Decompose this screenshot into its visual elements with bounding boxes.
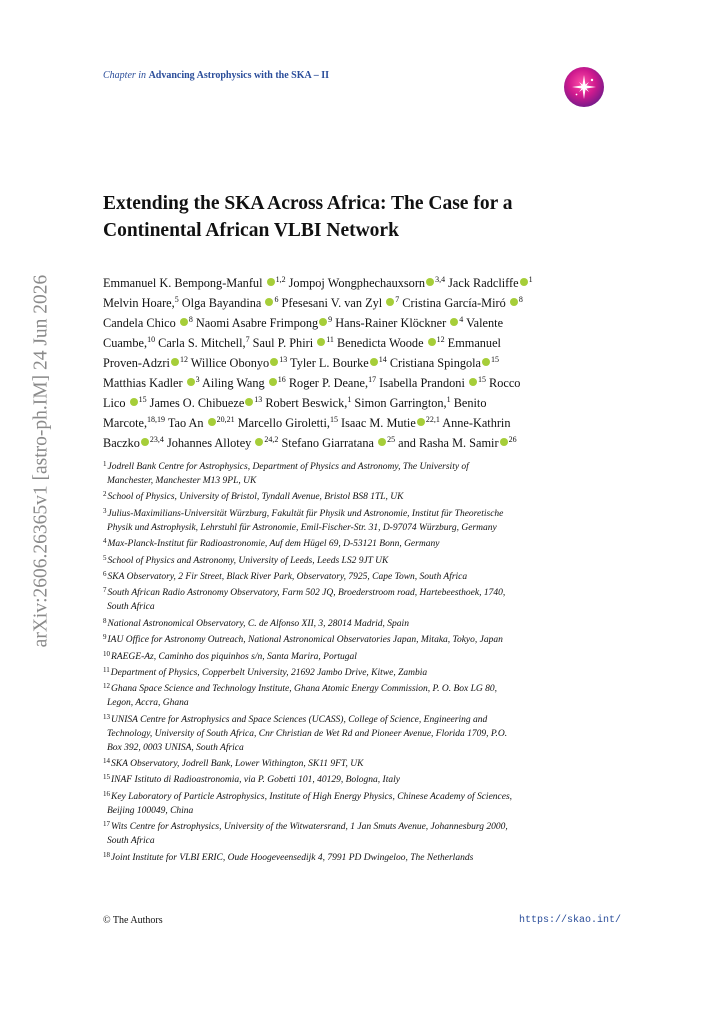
affiliation-marker[interactable]: 15 [477,374,486,384]
orcid-icon[interactable] [378,438,386,446]
affiliation-marker[interactable]: 5 [174,294,179,304]
affiliation-item [103,460,623,488]
affiliation-item [103,490,623,504]
affiliation-marker[interactable]: 6 [274,294,279,304]
author-line [103,353,623,373]
affiliation-item [103,773,623,787]
affiliation-number: 8 [103,616,107,625]
affiliation-marker[interactable]: 24,2 [264,434,279,444]
orcid-icon[interactable] [319,318,327,326]
author-name-text: Carla S. Mitchell, [155,336,246,350]
affiliation-text: Beijing 100049, China [107,805,194,816]
affiliation-item [103,554,623,568]
affiliation-marker[interactable]: 16 [277,374,286,384]
affiliation-marker[interactable]: 8 [518,294,523,304]
author-line [103,333,623,353]
affiliation-marker[interactable]: 15 [138,394,147,404]
affiliation-item [103,820,623,848]
author-name-text: Proven-Adzri [103,356,170,370]
affiliation-text: Jodrell Bank Centre for Astrophysics, Department of Physics and Astronomy, The University of [107,462,469,472]
author-name-text: Hans-Rainer Klöckner [332,316,450,330]
orcid-icon[interactable] [500,438,508,446]
author-name-text: Isabella Prandoni [376,376,468,390]
orcid-icon[interactable] [171,358,179,366]
affiliation-item [103,713,623,755]
author-name-text: Stefano Giarratana [278,436,378,450]
affiliation-item [103,617,623,631]
affiliation-marker[interactable]: 18,19 [147,414,166,424]
affiliation-text: South Africa [107,602,155,613]
affiliation-number: 6 [103,569,107,578]
affiliation-text: Legon, Accra, Ghana [107,698,189,709]
author-name-text: Pfesesani V. van Zyl [278,296,386,310]
orcid-icon[interactable] [469,378,477,386]
affiliation-marker[interactable]: 7 [245,334,250,344]
orcid-icon[interactable] [386,298,394,306]
orcid-icon[interactable] [267,278,275,286]
orcid-icon[interactable] [482,358,490,366]
affiliation-marker[interactable]: 10 [147,334,156,344]
affiliation-number: 1 [103,460,107,468]
affiliation-list [103,460,623,867]
affiliation-marker[interactable]: 8 [188,314,193,324]
author-name-text: Robert Beswick, [262,396,348,410]
affiliation-number: 10 [103,649,110,658]
orcid-icon[interactable] [510,298,518,306]
affiliation-number: 3 [103,506,107,515]
affiliation-text: Ghana Space Science and Technology Institute, Ghana Atomic Energy Commission, P. O. Box LG 80, [111,684,498,695]
author-line [103,433,623,453]
affiliation-number: 17 [103,820,110,829]
title-line-2: Continental African VLBI Network [103,220,399,241]
author-name-text: Candela Chico [103,316,179,330]
book-title[interactable]: Advancing Astrophysics with the SKA – II [148,70,329,81]
author-line [103,373,623,393]
author-name-text: Simon Garrington, [351,396,447,410]
orcid-icon[interactable] [130,398,138,406]
affiliation-text: Joint Institute for VLBI ERIC, Oude Hoogeveensedijk 4, 7991 PD Dwingeloo, The Netherlands [111,852,474,863]
author-line [103,293,623,313]
author-name-text: Naomi Asabre Frimpong [192,316,319,330]
author-name-text: Benedicta Woode [333,336,427,350]
affiliation-text: Technology, University of South Africa, Cnr Christian de Wet Rd and Pioneer Avenue, Florida 1709, P.O. [107,728,508,739]
author-name-text: Baczko [103,436,140,450]
affiliation-marker[interactable]: 25 [387,434,396,444]
affiliation-number: 11 [103,665,110,674]
affiliation-marker[interactable]: 1 [347,394,352,404]
affiliation-number: 14 [103,757,110,766]
affiliation-item [103,537,623,551]
affiliation-marker[interactable]: 23,4 [149,434,164,444]
affiliation-text: SKA Observatory, 2 Fir Street, Black River Park, Observatory, 7925, Cape Town, South Africa [107,571,468,582]
affiliation-item [103,666,623,680]
author-name-text: Isaac M. Mutie [337,416,416,430]
affiliation-marker[interactable]: 9 [328,314,333,324]
chapter-header [103,70,329,81]
affiliation-item [103,682,623,710]
orcid-icon[interactable] [141,438,149,446]
affiliation-item [103,633,623,647]
affiliation-text: South African Radio Astronomy Observatory, Farm 502 JQ, Broederstroom road, Hartebeesthoek, 1740, [107,588,506,599]
affiliation-item [103,851,623,865]
affiliation-marker[interactable]: 15 [491,354,500,364]
affiliation-text: Box 392, 0003 UNISA, South Africa [107,742,244,753]
author-name-text: Cristiana Spingola [386,356,482,370]
author-name-text: Emmanuel [444,336,501,350]
author-name-text: Willice Obonyo [187,356,270,370]
affiliation-number: 2 [103,490,107,499]
orcid-icon[interactable] [417,418,425,426]
affiliation-text: National Astronomical Observatory, C. de Alfonso XII, 3, 28014 Madrid, Spain [107,618,409,629]
affiliation-marker[interactable]: 20,21 [216,414,235,424]
affiliation-number: 18 [103,850,110,859]
affiliation-marker[interactable]: 11 [326,334,334,344]
author-name-text: Tao An [165,416,207,430]
affiliation-item [103,650,623,664]
author-name-text: James O. Chibueze [146,396,245,410]
author-name-text: Olga Bayandina [178,296,265,310]
author-name-text: Jompoj Wongphechauxsorn [285,276,426,290]
author-name-text: Valente [463,316,504,330]
affiliation-text: INAF Istituto di Radioastronomia, via P. Gobetti 101, 40129, Bologna, Italy [111,775,400,786]
orcid-icon[interactable] [245,398,253,406]
author-line [103,273,623,293]
affiliation-marker[interactable]: 1 [528,274,533,284]
author-name-text: Rocco [485,376,521,390]
affiliation-marker[interactable]: 7 [395,294,400,304]
affiliation-number: 15 [103,773,110,782]
author-name-text: Marcello Giroletti, [234,416,330,430]
affiliation-marker[interactable]: 15 [329,414,338,424]
author-name-text: Roger P. Deane, [285,376,369,390]
orcid-icon[interactable] [426,278,434,286]
affiliation-marker[interactable]: 4 [459,314,464,324]
chapter-prefix: Chapter in [103,70,147,81]
affiliation-marker[interactable]: 26 [508,434,517,444]
affiliation-marker[interactable]: 13 [279,354,288,364]
orcid-icon[interactable] [317,338,325,346]
affiliation-text: Department of Physics, Copperbelt University, 21692 Jambo Drive, Kitwe, Zambia [110,667,428,678]
author-name-text: Jack Radcliffe [445,276,519,290]
affiliation-marker[interactable]: 12 [436,334,445,344]
author-name-text: Cuambe, [103,336,148,350]
author-line [103,393,623,413]
affiliation-marker[interactable]: 1,2 [275,274,286,284]
affiliation-text: Key Laboratory of Particle Astrophysics, Institute of High Energy Physics, Chinese Academy of Sciences, [111,791,513,802]
affiliation-number: 4 [103,537,107,546]
author-name-text: Johannes Allotey [163,436,255,450]
orcid-icon[interactable] [370,358,378,366]
author-name-text: Benito [450,396,487,410]
copyright-notice: © The Authors [103,915,163,926]
arxiv-id[interactable]: arXiv:2606.26365v1 [astro-ph.IM] 24 Jun 2026 [30,274,51,648]
author-name-text: Cristina García-Miró [399,296,509,310]
affiliation-item [103,790,623,818]
affiliation-item [103,586,623,614]
orcid-icon[interactable] [255,438,263,446]
author-name-text: Tyler L. Bourke [287,356,369,370]
author-line [103,413,623,433]
orcid-icon[interactable] [187,378,195,386]
orcid-icon[interactable] [520,278,528,286]
affiliation-item [103,570,623,584]
orcid-icon[interactable] [270,358,278,366]
affiliation-marker[interactable]: 14 [378,354,387,364]
paper-title [103,190,573,244]
author-name-text: Emmanuel K. Bempong-Manful [103,276,266,290]
orcid-icon[interactable] [269,378,277,386]
orcid-icon[interactable] [428,338,436,346]
arxiv-stamp [26,267,56,655]
author-name-text: Lico [103,396,129,410]
orcid-icon[interactable] [450,318,458,326]
affiliation-text: South Africa [107,836,155,847]
affiliation-marker[interactable]: 3,4 [435,274,446,284]
affiliation-text: Wits Centre for Astrophysics, University of the Witwatersrand, 1 Jan Smuts Avenue, Johannesburg 2000, [111,822,508,833]
affiliation-marker[interactable]: 17 [368,374,377,384]
author-name-text: Melvin Hoare, [103,296,175,310]
author-name-text: and Rasha M. Samir [395,436,499,450]
affiliation-marker[interactable]: 12 [179,354,188,364]
affiliation-number: 9 [103,633,107,642]
affiliation-text: Max-Planck-Institut für Radioastronomie, Auf dem Hügel 69, D-53121 Bonn, Germany [107,539,440,550]
orcid-icon[interactable] [208,418,216,426]
author-name-text: Anne-Kathrin [439,416,511,430]
author-name-text: Saul P. Phiri [249,336,317,350]
author-name-text: Marcote, [103,416,148,430]
affiliation-text: UNISA Centre for Astrophysics and Space Sciences (UCASS), College of Science, Engineering and [111,714,488,725]
affiliation-text: Julius-Maximilians-Universität Würzburg, Fakultät für Physik und Astronomie, Institut für Theoretische [107,508,504,519]
affiliation-text: RAEGE-Az, Caminho dos piquinhos s/n, Santa Marira, Portugal [111,651,357,662]
affiliation-number: 13 [103,712,110,721]
ska-website-link[interactable]: https://skao.int/ [518,915,621,926]
author-name-text: Matthias Kadler [103,376,186,390]
affiliation-marker[interactable]: 1 [446,394,451,404]
affiliation-marker[interactable]: 3 [195,374,200,384]
author-list [103,273,623,453]
affiliation-text: School of Physics and Astronomy, University of Leeds, Leeds LS2 9JT UK [107,555,389,566]
affiliation-text: Manchester, Manchester M13 9PL, UK [107,476,257,486]
ska-logo-icon [564,67,604,107]
affiliation-text: IAU Office for Astronomy Outreach, National Astronomical Observatories Japan, Mitaka, Tokyo, Japan [107,635,503,646]
affiliation-item [103,507,623,535]
affiliation-text: SKA Observatory, Jodrell Bank, Lower Withington, SK11 9FT, UK [111,759,364,770]
affiliation-number: 12 [103,682,110,691]
title-line-1: Extending the SKA Across Africa: The Case for a [103,193,513,214]
affiliation-number: 5 [103,553,107,562]
author-name-text: Ailing Wang [199,376,268,390]
orcid-icon[interactable] [180,318,188,326]
affiliation-marker[interactable]: 22,1 [425,414,440,424]
affiliation-number: 7 [103,586,107,595]
affiliation-number: 16 [103,789,110,798]
affiliation-text: Physik und Astrophysik, Lehrstuhl für Astronomie, Emil-Fischer-Str. 31, D-97074 Würzburg, Germany [107,522,497,533]
orcid-icon[interactable] [265,298,273,306]
affiliation-marker[interactable]: 13 [254,394,263,404]
affiliation-item [103,757,623,771]
author-line [103,313,623,333]
affiliation-text: School of Physics, University of Bristol, Tyndall Avenue, Bristol BS8 1TL, UK [107,492,404,503]
